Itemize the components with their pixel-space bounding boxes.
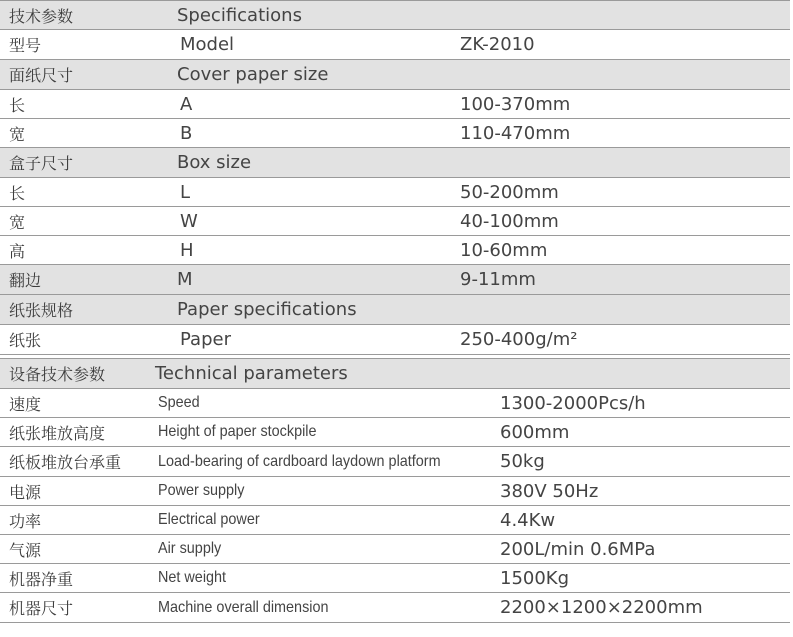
cn-label: 宽 [9, 212, 26, 232]
value: 40-100mm [460, 210, 559, 232]
en-label: Cover paper size [177, 64, 329, 85]
spec-row [0, 119, 790, 148]
cn-label: 长 [9, 95, 26, 115]
cn-label: 长 [9, 183, 26, 203]
header-row [0, 0, 790, 30]
spec-row [0, 207, 790, 236]
spec-row [0, 535, 790, 564]
cn-label: 型号 [9, 36, 42, 55]
spec-row [0, 506, 790, 535]
cn-label: 技术参数 [9, 6, 74, 26]
value: 4.4Kw [500, 509, 556, 531]
value: 2200×1200×2200mm [500, 597, 703, 618]
en-label: L [180, 181, 191, 203]
header-row [0, 359, 790, 389]
en-label: Technical parameters [155, 363, 348, 384]
en-label: Paper specifications [177, 299, 357, 320]
cn-label: 电源 [9, 482, 42, 502]
spec-row [0, 30, 790, 60]
value: 380V 50Hz [500, 480, 599, 502]
en-label: H [180, 239, 194, 261]
en-label: A [180, 93, 193, 115]
spec-row [0, 564, 790, 593]
en-label: Height of paper stockpile [158, 423, 317, 440]
en-label: Model [180, 34, 235, 55]
value: 50-200mm [460, 181, 559, 203]
header-row [0, 295, 790, 325]
spec-row [0, 389, 790, 418]
cn-label: 纸张堆放高度 [9, 423, 106, 443]
cn-label: 翻边 [9, 271, 42, 290]
en-label: W [180, 210, 198, 232]
en-label: Speed [158, 394, 200, 411]
cn-label: 高 [9, 241, 26, 261]
value: 50kg [500, 451, 545, 472]
cn-label: 机器尺寸 [9, 599, 74, 618]
cn-label: 宽 [9, 124, 26, 144]
spec-row [0, 477, 790, 506]
en-label: Machine overall dimension [158, 598, 329, 616]
cn-label: 纸张 [9, 331, 42, 350]
spec-row [0, 236, 790, 265]
en-label: Air supply [158, 540, 222, 557]
spec-row [0, 593, 790, 623]
spec-row [0, 178, 790, 207]
value: ZK-2010 [460, 34, 535, 55]
value: 200L/min 0.6MPa [500, 538, 656, 560]
cn-label: 盒子尺寸 [9, 154, 74, 173]
spec-row [0, 325, 790, 355]
cn-label: 纸板堆放台承重 [9, 453, 122, 472]
en-label: Paper [180, 329, 231, 350]
cn-label: 气源 [9, 540, 42, 560]
value: 250-400g/m² [460, 329, 578, 350]
spec-row [0, 447, 790, 477]
cn-label: 功率 [9, 511, 42, 531]
value: 600mm [500, 421, 570, 443]
cn-label: 纸张规格 [9, 301, 74, 320]
en-label: Electrical power [158, 511, 260, 528]
spec-row [0, 90, 790, 119]
en-label: Specifications [177, 4, 302, 26]
value: 100-370mm [460, 93, 571, 115]
cn-label: 面纸尺寸 [9, 66, 74, 85]
value: 110-470mm [460, 122, 571, 144]
cn-label: 速度 [9, 394, 42, 414]
en-label: Load-bearing of cardboard laydown platform [158, 452, 441, 470]
en-label: M [177, 269, 193, 290]
cn-label: 机器净重 [9, 569, 74, 589]
en-label: B [180, 122, 193, 144]
en-label: Net weight [158, 569, 227, 586]
en-label: Power supply [158, 482, 245, 499]
cn-label: 设备技术参数 [9, 365, 106, 384]
header-row [0, 265, 790, 295]
header-row [0, 148, 790, 178]
value: 9-11mm [460, 269, 536, 290]
en-label: Box size [177, 152, 252, 173]
header-row [0, 60, 790, 90]
value: 1500Kg [500, 567, 570, 589]
spec-row [0, 418, 790, 447]
value: 10-60mm [460, 239, 548, 261]
value: 1300-2000Pcs/h [500, 392, 646, 414]
